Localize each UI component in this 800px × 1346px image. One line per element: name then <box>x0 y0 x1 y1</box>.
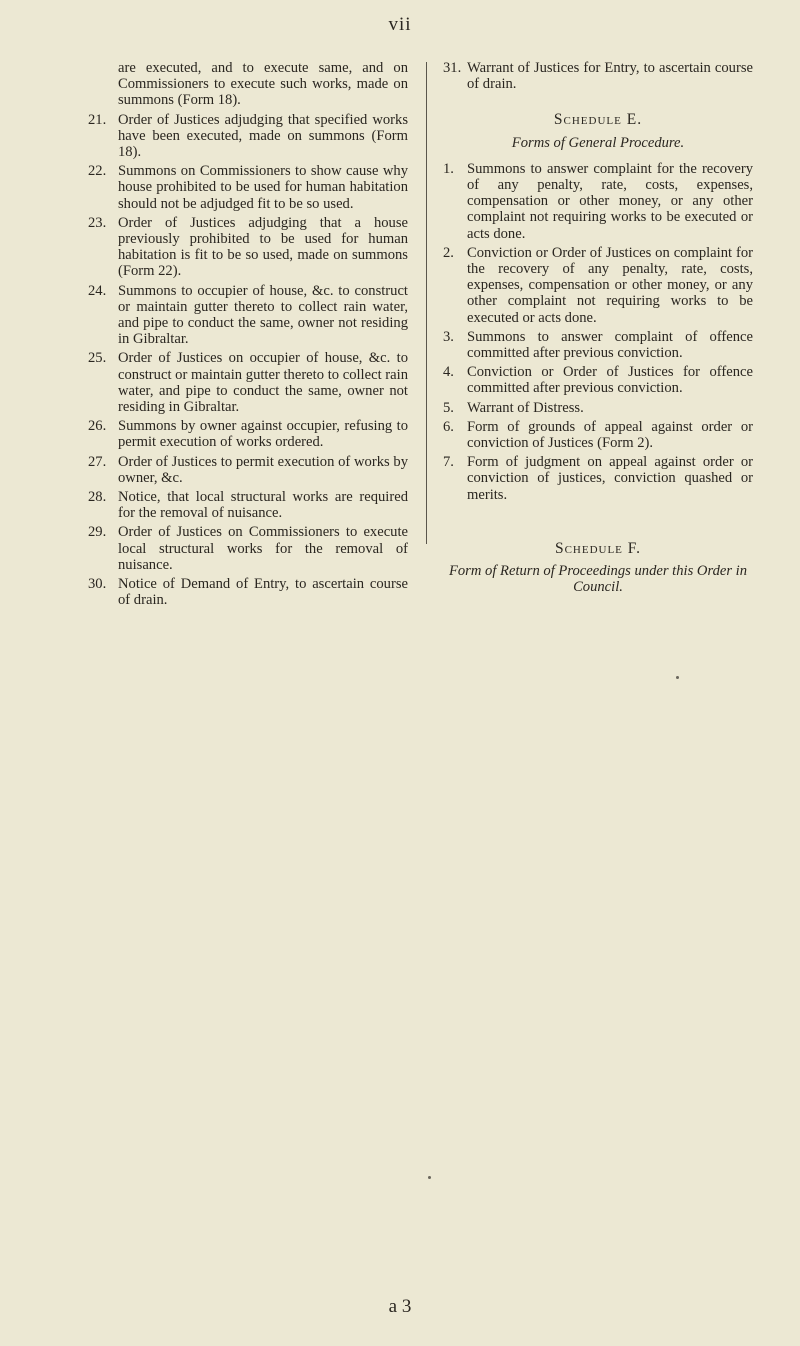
item-number: 4. <box>443 364 454 381</box>
list-item <box>443 329 753 361</box>
item-number: 23. <box>88 214 107 231</box>
item-number: 6. <box>443 418 454 435</box>
item-number: 5. <box>443 399 454 416</box>
list-item <box>88 215 408 280</box>
column-divider <box>426 62 427 544</box>
item-text: Summons to answer complaint for the recovery of any penalty, rate, costs, expenses, compensation or other money, or any other complaint not requiring works to be executed or acts done. <box>467 160 753 242</box>
item-text: Conviction or Order of Justices on complaint for the recovery of any penalty, rate, costs, expenses, compensation or other money, or any other complaint not requiring works to be executed or acts done. <box>467 244 753 326</box>
item-text: Order of Justices on occupier of house, &c. to construct or maintain gutter thereto to collect rain water, and pipe to conduct the same, owner not residing in Gibraltar. <box>118 350 408 416</box>
list-item <box>88 454 408 486</box>
left-column <box>88 60 408 612</box>
item-number: 31. <box>443 60 462 76</box>
list-item <box>88 489 408 521</box>
item-text: Order of Justices to permit execution of works by owner, &c. <box>118 453 408 486</box>
list-item <box>443 400 753 416</box>
list-item <box>88 418 408 450</box>
list-item <box>88 163 408 212</box>
item-number: 30. <box>88 576 107 593</box>
item-text: Warrant of Justices for Entry, to ascertain course of drain. <box>467 60 753 93</box>
signature-mark: a 3 <box>388 1296 412 1317</box>
item-number: 21. <box>88 111 107 128</box>
item-number: 7. <box>443 454 454 471</box>
schedule-e-heading: Schedule E. <box>553 111 643 129</box>
item-text: Form of judgment on appeal against order or conviction of justices, conviction quashed or merits. <box>467 454 753 503</box>
item-number: 1. <box>443 160 454 177</box>
page-number: vii <box>388 14 412 35</box>
item-number: 26. <box>88 418 107 435</box>
schedule-e-subtitle: Forms of General Procedure. <box>511 134 685 151</box>
paper-speck <box>428 1176 431 1179</box>
item-text: Order of Justices adjudging that a house previously prohibited to be used for human habitation is fit to be so used, made on summons (Form 22). <box>118 214 408 280</box>
item-text: Notice of Demand of Entry, to ascertain course of drain. <box>118 576 408 609</box>
schedule-f-heading: Schedule F. <box>554 539 642 557</box>
item-number: 28. <box>88 489 107 506</box>
list-item <box>88 350 408 415</box>
list-item <box>88 576 408 608</box>
left-item-list <box>88 112 408 609</box>
right-column <box>443 60 753 605</box>
list-item <box>443 364 753 396</box>
item-number: 27. <box>88 453 107 470</box>
list-item <box>443 161 753 242</box>
item-number: 3. <box>443 328 454 345</box>
item-number: 22. <box>88 163 107 180</box>
item-text: Conviction or Order of Justices for offence committed after previous conviction. <box>467 364 753 397</box>
item-number: 2. <box>443 244 454 261</box>
item-number: 24. <box>88 282 107 299</box>
item-text: Order of Justices on Commissioners to execute local structural works for the removal of nuisance. <box>118 524 408 573</box>
list-item <box>88 112 408 161</box>
item-text: Summons to occupier of house, &c. to construct or maintain gutter thereto to collect rain water, and pipe to conduct the same, owner not residing in Gibraltar. <box>118 282 408 348</box>
item-text: Warrant of Distress. <box>467 399 584 416</box>
paper-speck <box>676 676 679 679</box>
item-number: 25. <box>88 350 107 367</box>
item-text: Summons on Commissioners to show cause why house prohibited to be used for human habitation should not be adjudged fit to be so used. <box>118 163 408 212</box>
continuation-text: are executed, and to execute same, and on Commissioners to execute such works, made on summons (Form 18). <box>118 60 408 109</box>
item-text: Summons to answer complaint of offence committed after previous conviction. <box>467 328 753 362</box>
list-item <box>443 60 753 92</box>
list-item <box>443 245 753 326</box>
schedule-e-item-list <box>443 161 753 503</box>
item-text: Summons by owner against occupier, refusing to permit execution of works ordered. <box>118 418 408 451</box>
item-text: Order of Justices adjudging that specified works have been executed, made on summons (Form 18). <box>118 111 408 161</box>
list-item <box>443 454 753 503</box>
list-item <box>443 419 753 451</box>
item-number: 29. <box>88 524 107 541</box>
list-item <box>88 283 408 348</box>
item-text: Form of grounds of appeal against order or conviction of Justices (Form 2). <box>467 418 753 452</box>
item-text: Notice, that local structural works are required for the removal of nuisance. <box>118 489 408 522</box>
schedule-f-subtitle: Form of Return of Proceedings under this Order in Council. <box>448 563 748 596</box>
list-item <box>88 524 408 573</box>
